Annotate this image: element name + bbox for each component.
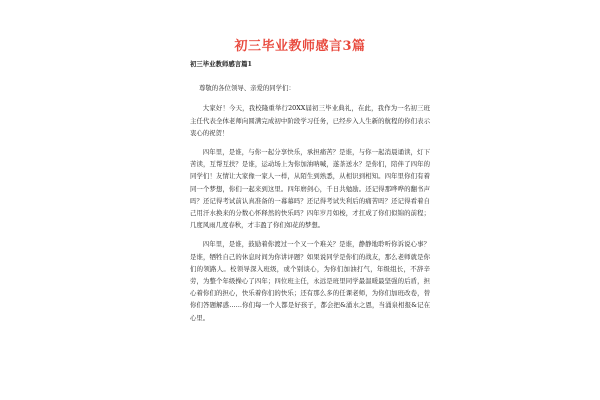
- document-body: [190, 58, 430, 331]
- paragraph-2: 四年里，是谁，与你一起分享快乐，承担痛苦？是谁，与你一起消晨诵读，灯下苦读，互帮互扶？是谁，运动场上为你加油呐喊，遂茶送水？是你们，陪伴了四年的同学们！友情让大家像一家人一样，从陌生到熟悉，从相识到相知。四年里你们有着同一个梦想，你们一起来到这里。四年磨剑心，千日共勉励。还记得那哗哗的翻书声吗？还记得考试前认真准备的一幕幕吗？还记得考试失利后的痛苦吗？还记得看着自己用汗水换来的分数心怀释然的快乐吗？四年岁月如梭，才扛成了你们似锦的前程；几度风雨几度春秋，才丰盈了你们如花的梦想。: [190, 148, 430, 230]
- greeting-line: 尊敬的各位领导、亲爱的同学们：: [199, 84, 295, 93]
- paragraph-3: 四年里，是谁，鼓励着你渡过一个又一个难关？是谁，静静地聆听你诉说心事？是谁，牺牲自己的休息时间为你讲评题？如果说同学是你们的战友，那么老师就是你们的领路人。校领导深入班级，或个别谈心，为你们加油打气，年级组长，不辞辛劳，为整个年级操心了四年；四位班主任，永远是班里同学最温暖最坚强的后盾，担心着你们的担心，快乐着你们的快乐；还有那么多的任课老师，为你们加班改卷，替你们答题解惑……你们每一个人都是好孩子，都会把&涌水之恩，当涌泉相报&记在心里。: [190, 240, 430, 322]
- paragraph-1: 大家好！今天，我校隆重举行20XX届初三毕业典礼，在此，我作为一名初三班主任代表全体老师向圆满完成初中阶段学习任务，已经步入人生新的航程的你们表示衷心的祝贺！: [190, 104, 430, 137]
- document-title: 初三毕业教师感言3篇: [234, 39, 366, 54]
- section-heading: 初三毕业教师感言篇1: [190, 60, 252, 68]
